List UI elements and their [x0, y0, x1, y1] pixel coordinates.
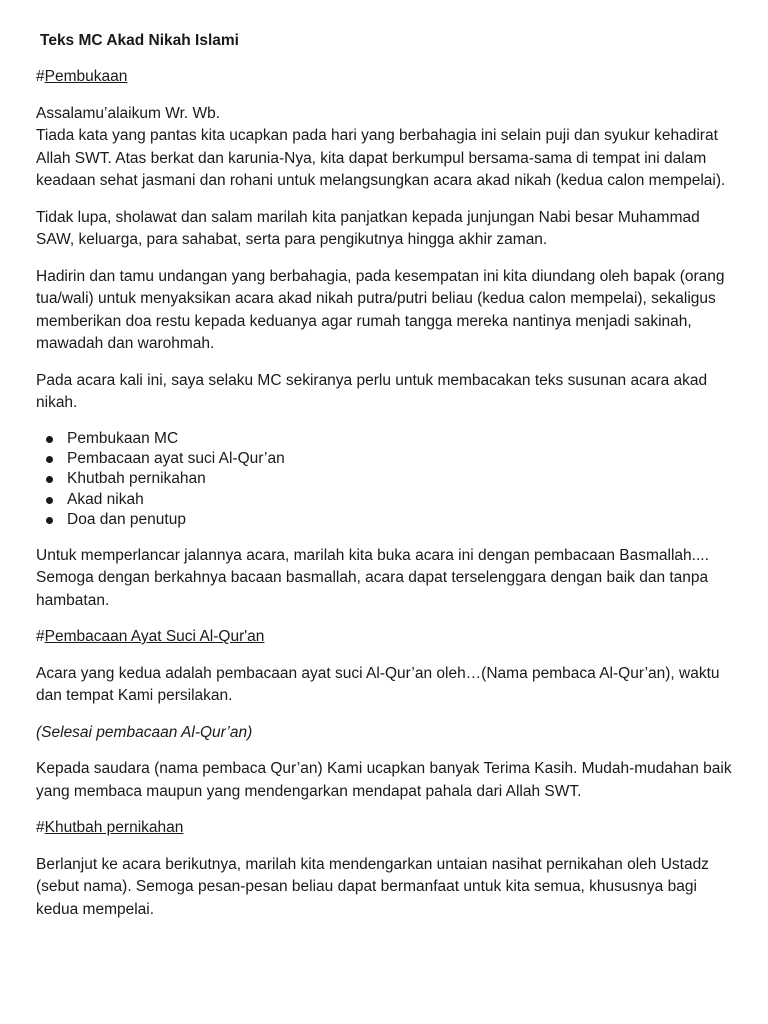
heading-hash: # [36, 628, 45, 646]
bullet-icon [46, 456, 53, 463]
paragraph-quran-invite: Acara yang kedua adalah pembacaan ayat suci Al-Qur’an oleh…(Nama pembaca Al-Qur’an), waktu dan tempat Kami persilakan. [36, 664, 720, 705]
paragraph-mc-intro: Pada acara kali ini, saya selaku MC sekiranya perlu untuk membacakan teks susunan acara akad nikah. [36, 371, 708, 411]
list-item-text: Doa dan penutup [67, 511, 186, 529]
stage-note: (Selesai pembacaan Al-Qur’an) [36, 723, 253, 741]
heading-hash: # [36, 819, 45, 837]
heading-text: Pembacaan Ayat Suci Al-Qur'an [44, 628, 265, 646]
paragraph-opening [36, 103, 738, 193]
list-item [36, 510, 738, 530]
list-item-text: Pembukaan MC [67, 429, 179, 447]
heading-hash: # [36, 68, 45, 85]
bullet-icon [46, 476, 53, 483]
bullet-icon [46, 436, 53, 443]
list-item [36, 429, 738, 449]
section-heading-khutbah [36, 817, 738, 840]
list-item [36, 469, 738, 489]
paragraph-sholawat: Tidak lupa, sholawat dan salam marilah kita panjatkan kepada junjungan Nabi besar Muhammad SAW, keluarga, para sahabat, serta para pengikutnya hingga akhir zaman. [36, 208, 700, 248]
list-item [36, 490, 738, 510]
paragraph-text: Tiada kata yang pantas kita ucapkan pada hari yang berbahagia ini selain puji dan syukur kehadirat Allah SWT. Atas berkat dan karunia-Nya, kita dapat berkumpul bersama-sama di tempat ini dalam keadaan sehat jasmani dan rohani untuk melangsungkan acara akad nikah (kedua calon mempelai). [36, 127, 726, 189]
agenda-list [36, 429, 738, 531]
paragraph-quran-thanks: Kepada saudara (nama pembaca Qur’an) Kami ucapkan banyak Terima Kasih. Mudah-mudahan baik yang membaca maupun yang mendengarkan mendapat pahala dari Allah SWT. [36, 760, 732, 800]
paragraph-khutbah: Berlanjut ke acara berikutnya, marilah kita mendengarkan untaian nasihat pernikahan oleh Ustadz (sebut nama). Semoga pesan-pesan beliau dapat bermanfaat untuk kita semua, khususnya bagi kedua mempelai. [36, 855, 709, 918]
list-item [36, 449, 738, 469]
heading-text: Khutbah pernikahan [44, 819, 184, 837]
bullet-icon [46, 497, 53, 504]
paragraph-hadirin: Hadirin dan tamu undangan yang berbahagia, pada kesempatan ini kita diundang oleh bapak (orang tua/wali) untuk menyaksikan acara akad nikah putra/putri beliau (kedua calon mempelai), sekaligus memberikan doa restu kepada keduanya agar rumah tangga mereka nantinya menjadi sakinah, mawadah dan warohmah. [36, 267, 725, 352]
list-item-text: Akad nikah [67, 490, 144, 508]
document-page [36, 30, 738, 935]
bullet-icon [46, 517, 53, 524]
greeting-line: Assalamu’alaikum Wr. Wb. [36, 104, 221, 122]
section-heading-quran [36, 626, 738, 649]
heading-text: Pembukaan [44, 68, 128, 85]
paragraph-basmallah: Untuk memperlancar jalannya acara, marilah kita buka acara ini dengan pembacaan Basmallah.... Semoga dengan berkahnya bacaan basmallah, acara dapat terselenggara dengan baik dan tanpa hambatan. [36, 546, 709, 609]
section-heading-pembukaan [36, 66, 738, 89]
document-title: Teks MC Akad Nikah Islami [40, 32, 239, 49]
list-item-text: Pembacaan ayat suci Al-Qur’an [67, 449, 285, 467]
list-item-text: Khutbah pernikahan [67, 470, 206, 488]
